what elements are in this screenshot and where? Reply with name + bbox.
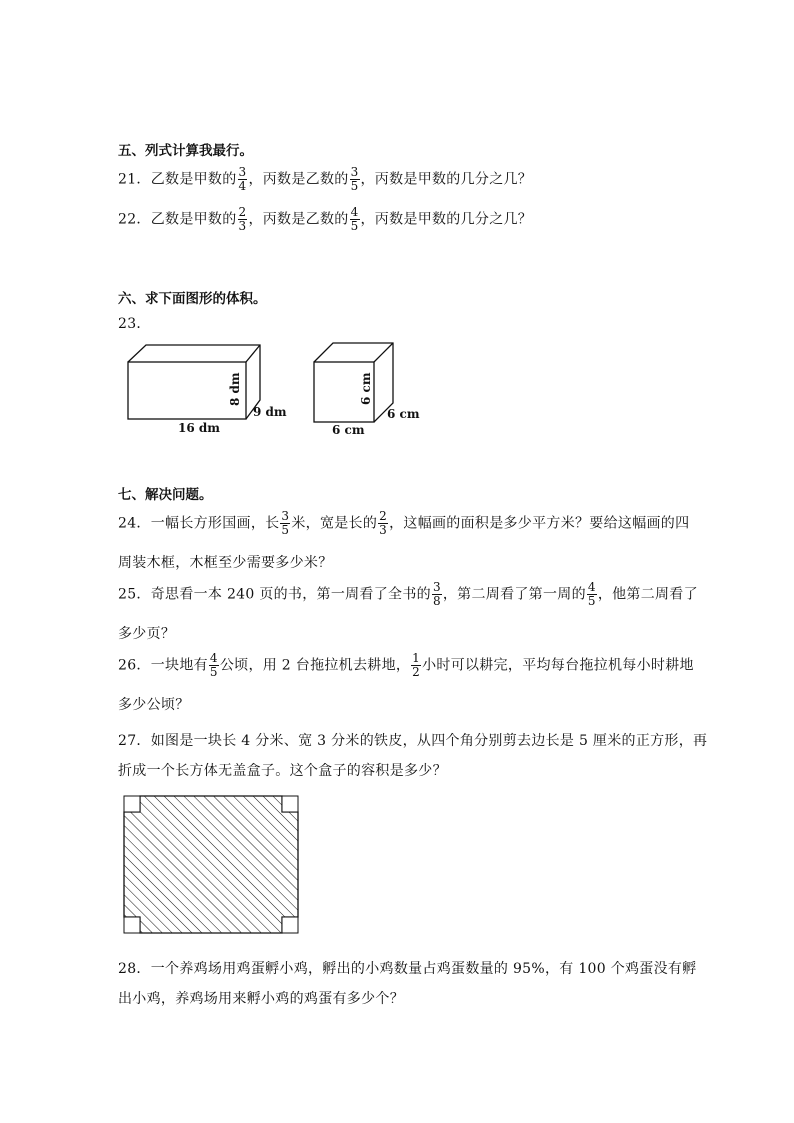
box1-length-label: 16 dm [178, 421, 220, 435]
section-7-heading: 七、解决问题。 [118, 487, 213, 503]
fraction: $\frac{2}{3}$ [379, 509, 388, 537]
cube-6cm [314, 343, 393, 422]
section-6-heading: 六、求下面图形的体积。 [118, 291, 267, 307]
question-22: 22．乙数是甲数的 $\frac{2}{3}$ ，丙数是乙数的 $\frac{4}{5}$ ，丙数是甲数的几分之几？ [118, 205, 533, 233]
fraction: $\frac{2}{3}$ [238, 205, 247, 233]
box1-depth-label: 9 dm [253, 405, 287, 419]
sheet-metal-figure [122, 794, 302, 936]
question-26-line-2: 多少公顷？ [118, 697, 190, 713]
fraction: $\frac{3}{8}$ [432, 580, 441, 608]
question-25-line-2: 多少页？ [118, 626, 176, 642]
question-27-line-2: 折成一个长方体无盖盒子。这个盒子的容积是多少？ [118, 763, 447, 779]
corner-square [124, 796, 140, 812]
fraction: $\frac{3}{5}$ [281, 509, 290, 537]
question-24: 24．一幅长方形国画，长 $\frac{3}{5}$ 米，宽是长的 $\frac{2}{3}$ ，这幅画的面积是多少平方米？要给这幅画的四 [118, 509, 690, 537]
box1-height-label: 8 dm [228, 372, 242, 406]
question-23: 23． [118, 316, 151, 332]
fraction: $\frac{3}{5}$ [350, 165, 359, 193]
fraction: $\frac{4}{5}$ [209, 651, 218, 679]
question-28-line-2: 出小鸡，养鸡场用来孵小鸡的鸡蛋有多少个？ [118, 991, 404, 1007]
question-26: 26．一块地有 $\frac{4}{5}$ 公顷，用 2 台拖拉机去耕地， $\frac{1}{2}$ 小时可以耕完，平均每台拖拉机每小时耕地 [118, 651, 694, 679]
corner-square [282, 796, 298, 812]
box2-depth-label: 6 cm [387, 407, 420, 421]
cuboid-figures [110, 338, 430, 438]
corner-square [282, 917, 298, 933]
box2-height-label: 6 cm [359, 372, 373, 405]
fraction: $\frac{4}{5}$ [587, 580, 596, 608]
fraction: $\frac{1}{2}$ [412, 651, 421, 679]
hatched-sheet [124, 796, 298, 933]
corner-square [124, 917, 140, 933]
section-5-heading: 五、列式计算我最行。 [118, 143, 253, 159]
box2-length-label: 6 cm [332, 423, 365, 437]
question-27: 27．如图是一块长 4 分米、宽 3 分米的铁皮，从四个角分别剪去边长是 5 厘米的正方形，再 [118, 733, 708, 749]
fraction: $\frac{3}{4}$ [238, 165, 247, 193]
question-25: 25．奇思看一本 240 页的书，第一周看了全书的 $\frac{3}{8}$ ，第二周看了第一周的 $\frac{4}{5}$ ，他第二周看了 [118, 580, 698, 608]
fraction: $\frac{4}{5}$ [350, 205, 359, 233]
question-28: 28．一个养鸡场用鸡蛋孵小鸡，孵出的小鸡数量占鸡蛋数量的 95%，有 100 个鸡蛋没有孵 [118, 961, 697, 977]
question-24-line-2: 周装木框，木框至少需要多少米？ [118, 555, 333, 571]
question-21: 21．乙数是甲数的 $\frac{3}{4}$ ，丙数是乙数的 $\frac{3}{5}$ ，丙数是甲数的几分之几？ [118, 165, 533, 193]
